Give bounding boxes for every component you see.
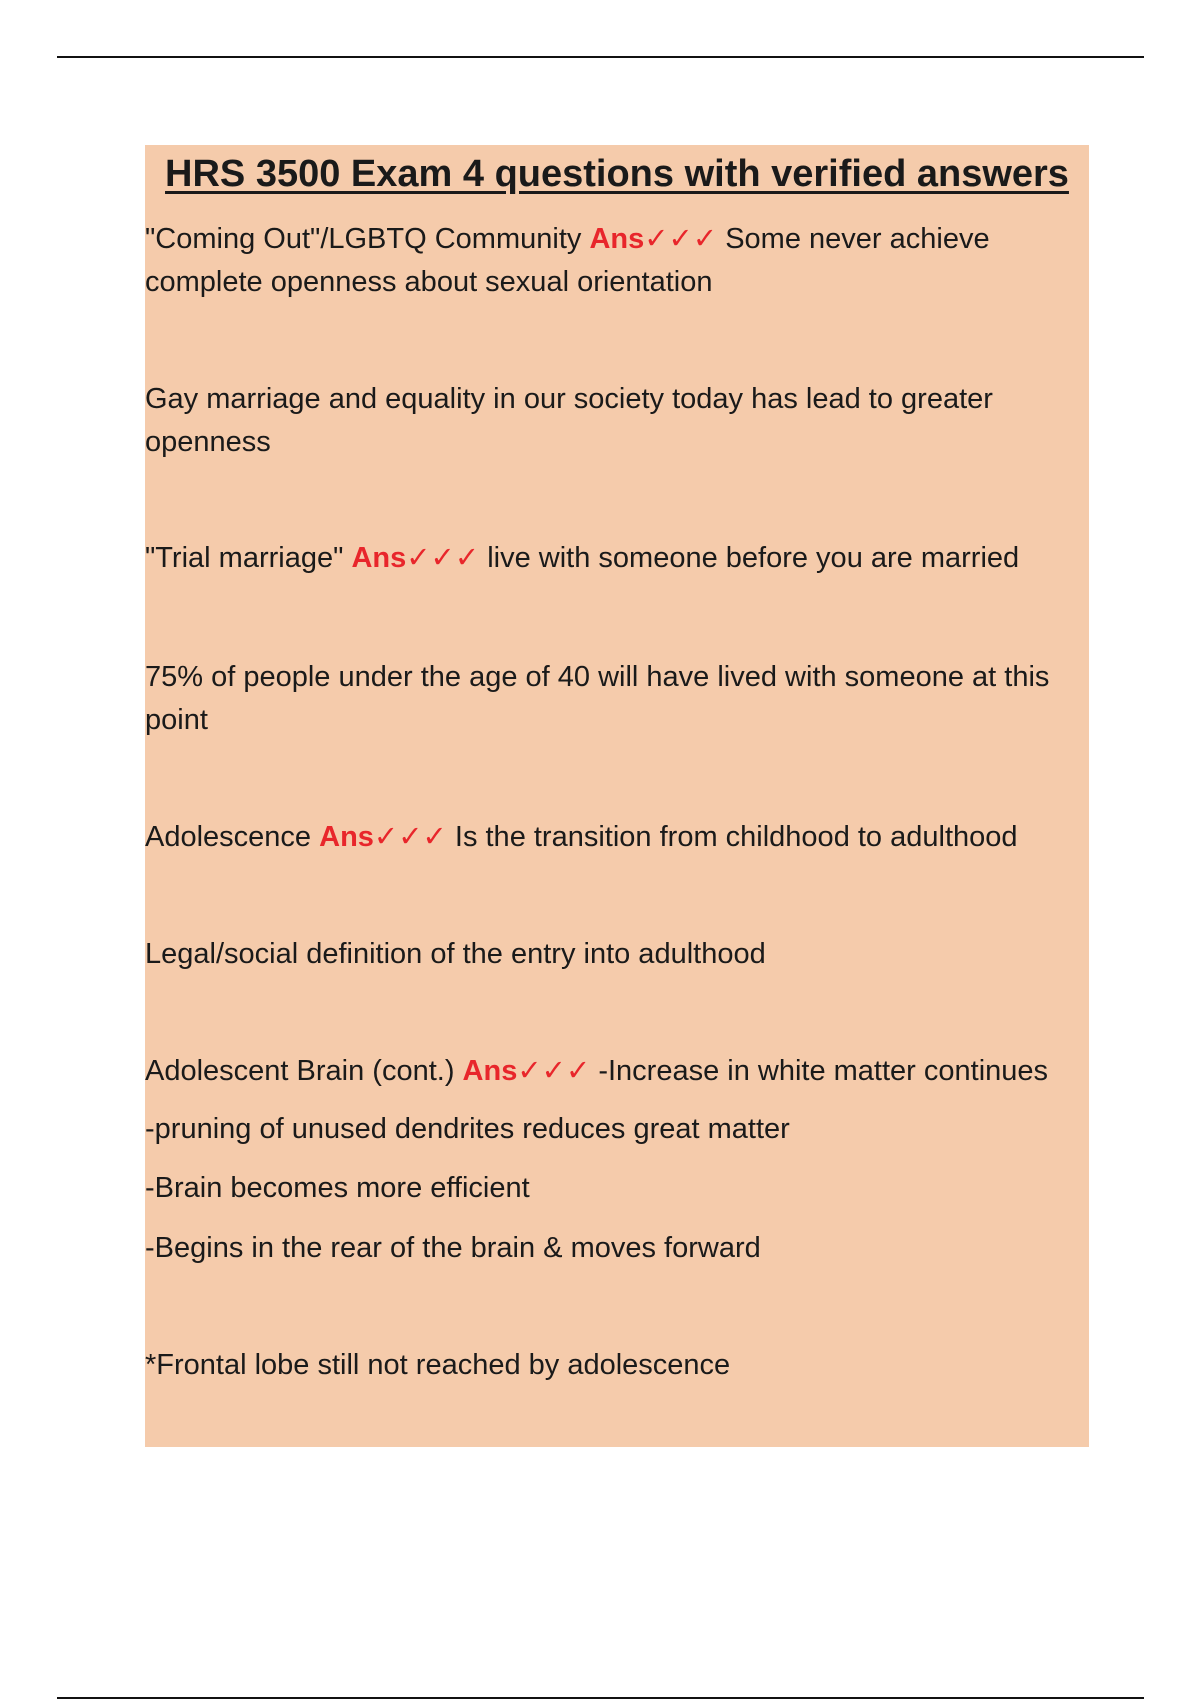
answer: Some never achieve complete openness about sexual orientation: [145, 223, 990, 298]
answer: live with someone before you are married: [487, 542, 1020, 574]
ans-label: Ans: [351, 542, 407, 574]
term: Adolescent Brain (cont.): [145, 1055, 455, 1087]
answer: Is the transition from childhood to adulthood: [454, 821, 1018, 853]
qa-entry: [145, 1050, 1085, 1093]
term: Adolescence: [145, 821, 312, 853]
note-paragraph: Gay marriage and equality in our society today has lead to greater openness: [145, 383, 993, 458]
ans-label: Ans: [462, 1055, 518, 1087]
answer: -Increase in white matter continues: [598, 1055, 1049, 1087]
check-marks: ✓✓✓: [644, 223, 718, 255]
document-title: HRS 3500 Exam 4 questions with verified answers: [165, 153, 1069, 195]
ans-label: Ans: [589, 223, 645, 255]
footer-rule: [57, 1697, 1144, 1699]
bullet-line: -pruning of unused dendrites reduces great matter: [145, 1113, 790, 1145]
check-marks: ✓✓✓: [373, 821, 447, 853]
term: "Trial marriage": [145, 542, 344, 574]
term: "Coming Out"/LGBTQ Community: [145, 223, 582, 255]
note-paragraph: 75% of people under the age of 40 will have lived with someone at this point: [145, 661, 1050, 736]
content-panel: [145, 145, 1089, 1447]
bullet-line: -Begins in the rear of the brain & moves forward: [145, 1232, 761, 1264]
note-paragraph: *Frontal lobe still not reached by adolescence: [145, 1349, 731, 1381]
header-rule: [57, 56, 1144, 58]
note-paragraph: Legal/social definition of the entry into adulthood: [145, 938, 766, 970]
check-marks: ✓✓✓: [406, 542, 480, 574]
check-marks: ✓✓✓: [517, 1055, 591, 1087]
qa-entry: [145, 816, 1085, 859]
ans-label: Ans: [319, 821, 374, 853]
qa-entry: [145, 218, 1085, 304]
bullet-line: -Brain becomes more efficient: [145, 1172, 530, 1204]
qa-entry: [145, 537, 1085, 580]
